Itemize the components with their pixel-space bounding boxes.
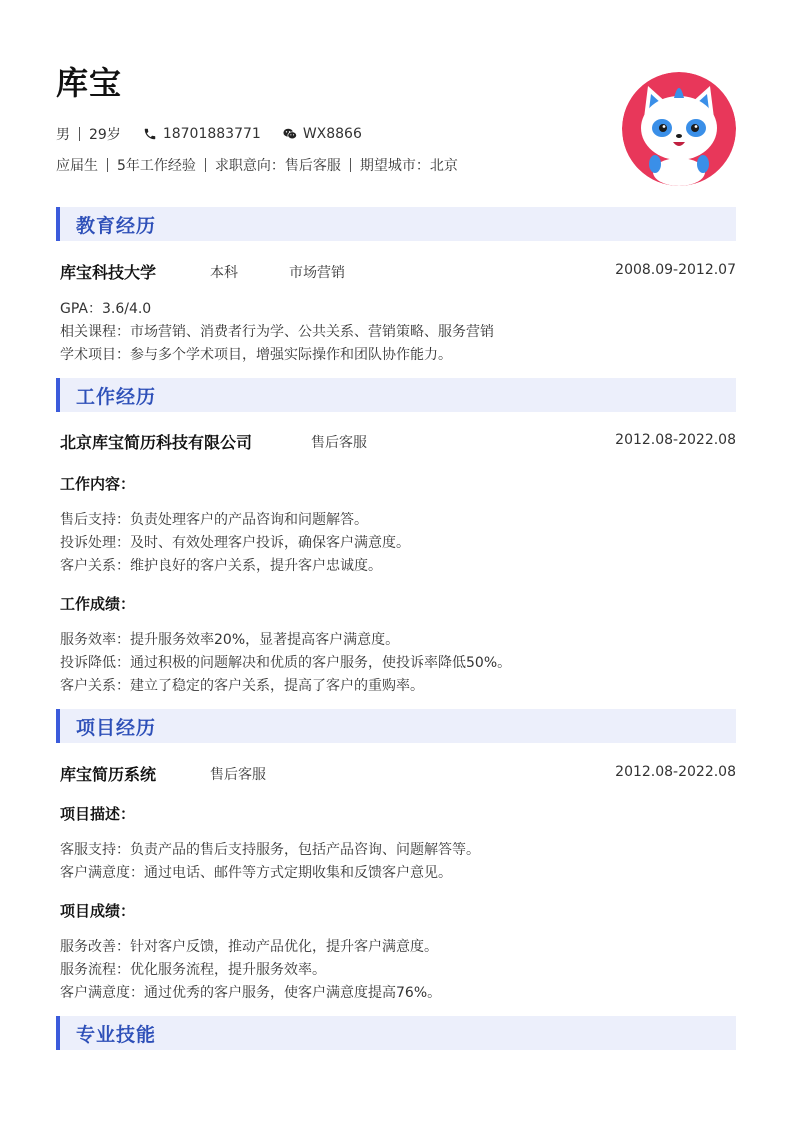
education-row bbox=[60, 260, 736, 284]
project-name: 库宝简历系统 bbox=[60, 765, 157, 784]
list-item: 售后支持：负责处理客户的产品咨询和问题解答。 bbox=[60, 512, 368, 528]
list-item: 客户满意度：通过电话、邮件等方式定期收集和反馈客户意见。 bbox=[60, 865, 452, 881]
project-row bbox=[60, 762, 736, 786]
project-date: 2012.08-2022.08 bbox=[615, 764, 736, 780]
list-item: 客户关系：建立了稳定的客户关系，提高了客户的重购率。 bbox=[60, 678, 424, 694]
project-role: 售后客服 bbox=[210, 767, 266, 783]
section-title: 教育经历 bbox=[76, 215, 157, 237]
avatar bbox=[622, 72, 736, 186]
list-item: 客户关系：维护良好的客户关系，提升客户忠诚度。 bbox=[60, 558, 382, 574]
degree: 本科 bbox=[210, 265, 238, 281]
subsection-title: 工作成绩： bbox=[60, 595, 136, 613]
section-accent-bar bbox=[56, 378, 60, 412]
job-intent: 求职意向：售后客服 bbox=[214, 158, 341, 174]
work-row bbox=[60, 430, 736, 454]
list-item: 客服支持：负责产品的售后支持服务，包括产品咨询、问题解答等。 bbox=[60, 842, 480, 858]
divider bbox=[205, 158, 206, 172]
list-item: 学术项目：参与多个学术项目，增强实际操作和团队协作能力。 bbox=[60, 347, 452, 363]
subsection-title: 项目成绩： bbox=[60, 902, 136, 920]
major: 市场营销 bbox=[289, 265, 345, 281]
work-date: 2012.08-2022.08 bbox=[615, 432, 736, 448]
section-header-skills bbox=[56, 1016, 736, 1050]
expected-city: 期望城市：北京 bbox=[359, 158, 458, 174]
section-accent-bar bbox=[56, 207, 60, 241]
section-header-work bbox=[56, 378, 736, 412]
status: 应届生 bbox=[56, 158, 98, 174]
divider bbox=[107, 158, 108, 172]
company-name: 北京库宝简历科技有限公司 bbox=[60, 433, 253, 452]
list-item: 相关课程：市场营销、消费者行为学、公共关系、营销策略、服务营销 bbox=[60, 324, 494, 340]
list-item: 服务效率：提升服务效率20%，显著提高客户满意度。 bbox=[60, 632, 400, 648]
education-date: 2008.09-2012.07 bbox=[615, 262, 736, 278]
section-title: 项目经历 bbox=[76, 717, 157, 739]
list-item: 投诉处理：及时、有效处理客户投诉，确保客户满意度。 bbox=[60, 535, 410, 551]
experience: 5年工作经验 bbox=[117, 158, 196, 174]
basic-info-row bbox=[56, 124, 362, 144]
divider bbox=[79, 127, 80, 141]
section-accent-bar bbox=[56, 1016, 60, 1050]
list-item: GPA：3.6/4.0 bbox=[60, 301, 152, 317]
list-item: 投诉降低：通过积极的问题解决和优质的客户服务，使投诉率降低50%。 bbox=[60, 655, 512, 671]
job-role: 售后客服 bbox=[311, 435, 367, 451]
subsection-title: 项目描述： bbox=[60, 805, 136, 823]
wechat-id: WX8866 bbox=[302, 126, 362, 142]
job-info-row bbox=[56, 155, 458, 175]
wechat-icon bbox=[283, 127, 297, 141]
section-title: 专业技能 bbox=[76, 1024, 157, 1046]
list-item: 服务流程：优化服务流程，提升服务效率。 bbox=[60, 962, 326, 978]
section-accent-bar bbox=[56, 709, 60, 743]
section-header-education bbox=[56, 207, 736, 241]
list-item: 服务改善：针对客户反馈，推动产品优化，提升客户满意度。 bbox=[60, 939, 438, 955]
divider bbox=[350, 158, 351, 172]
gender: 男 bbox=[56, 127, 70, 143]
school-name: 库宝科技大学 bbox=[60, 263, 157, 282]
section-title: 工作经历 bbox=[76, 386, 157, 408]
list-item: 客户满意度：通过优秀的客户服务，使客户满意度提高76%。 bbox=[60, 985, 442, 1001]
phone-number: 18701883771 bbox=[162, 126, 261, 142]
age: 29岁 bbox=[89, 127, 121, 143]
section-header-project bbox=[56, 709, 736, 743]
candidate-name: 库宝 bbox=[56, 64, 123, 102]
phone-icon bbox=[143, 127, 157, 141]
subsection-title: 工作内容： bbox=[60, 475, 136, 493]
